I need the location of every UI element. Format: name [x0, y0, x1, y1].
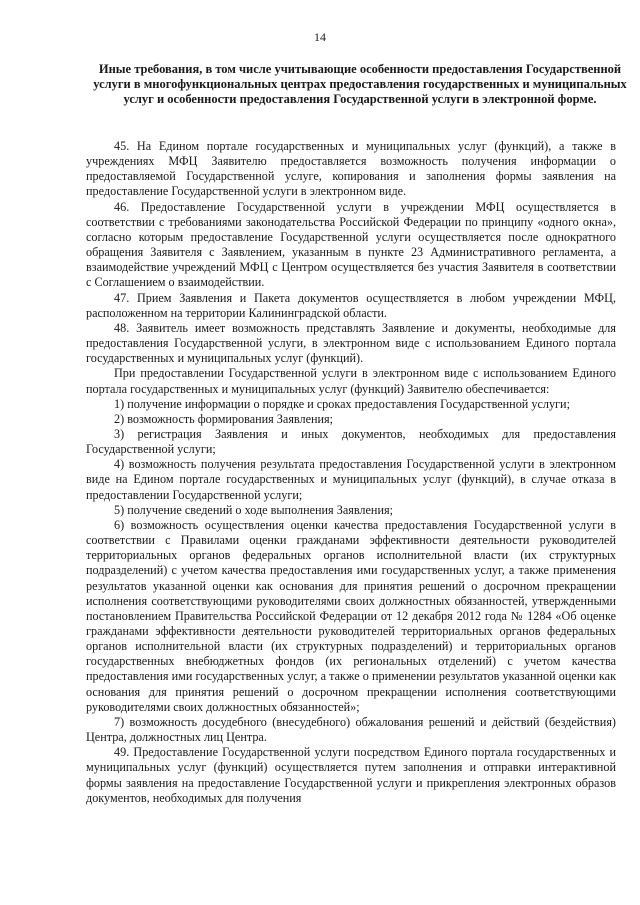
paragraph-46: 46. Предоставление Государственной услуги в учреждении МФЦ осуществляется в соответствии с требованиями законодательства Российской Федерации по принципу «одного окна», согласно которым предоставление Государственной услуги осуществляется после однократного обращения Заявителя с Заявлением, указанным в пункте 23 Административного регламента, а взаимодействие учреждений МФЦ с Центром осуществляется без участия Заявителя в соответствии с Соглашением о взаимодействии.	[86, 199, 616, 290]
list-item-4: 4) возможность получения результата предоставления Государственной услуги в электронном виде на Едином портале государственных и муниципальных услуг (функций), в случае отказа в предоставлении Государственной услуги;	[86, 457, 616, 502]
paragraph-47: 47. Прием Заявления и Пакета документов осуществляется в любом учреждении МФЦ, расположенном на территории Калининградской области.	[86, 290, 616, 320]
list-item-2: 2) возможность формирования Заявления;	[114, 411, 334, 426]
section-heading: Иные требования, в том числе учитывающие особенности предоставления Государственной услуги в многофункциональных центрах предоставления государственных и муниципальных услуг и особенности предоставления Государственной услуги в электронной форме.	[93, 62, 627, 106]
paragraph-48: 48. Заявитель имеет возможность представлять Заявление и документы, необходимые для предоставления Государственной услуги, в электронном виде с использованием Единого портала государственных и муниципальных услуг (функций).	[86, 320, 616, 366]
paragraph-45: 45. На Едином портале государственных и муниципальных услуг (функций), а также в учреждениях МФЦ Заявителю предоставляется возможность получения информации о предоставляемой Государственной услуге, копирования и заполнения формы заявления на предоставление Государственной услуги в электронном виде.	[86, 139, 616, 199]
list-item-1: 1) получение информации о порядке и сроках предоставления Государственной услуги;	[114, 396, 570, 411]
list-item-5: 5) получение сведений о ходе выполнения Заявления;	[114, 502, 393, 517]
page-number: 14	[314, 30, 326, 44]
paragraph-49: 49. Предоставление Государственной услуги посредством Единого портала государственных и муниципальных услуг (функций) осуществляется путем заполнения и отправки интерактивной формы заявления на предоставление Государственной услуги и прикрепления электронных образов документов, необходимых для получения	[86, 745, 616, 805]
list-item-6: 6) возможность осуществления оценки качества предоставления Государственной услуги в соответствии с Правилами оценки гражданами эффективности деятельности руководителей территориальных органов федеральных органов исполнительной власти (их структурных подразделений) с учетом качества предоставления ими государственных услуг, а также применения результатов указанной оценки как основания для принятия решений о досрочном прекращении исполнения соответствующими руководителями своих должностных обязанностей, утвержденными постановлением Правительства Российской Федерации от 12 декабря 2012 года № 1284 «Об оценке гражданами эффективности деятельности руководителей территориальных органов федеральных органов исполнительной власти (их структурных подразделений) и территориальных органов государственных внебюджетных фондов (их региональных отделений) с учетом качества предоставления ими государственных услуг, а также о применении результатов указанной оценки как основания для принятия решений о досрочном прекращении исполнения соответствующими руководителями своих должностных обязанностей»;	[86, 517, 616, 714]
paragraph-electronic-intro: При предоставлении Государственной услуги в электронном виде с использованием Единого портала государственных и муниципальных услуг (функций) Заявителю обеспечивается:	[86, 366, 616, 396]
body-text	[86, 139, 616, 806]
list-item-7: 7) возможность досудебного (внесудебного) обжалования решений и действий (бездействия) Центра, должностных лиц Центра.	[86, 714, 616, 745]
list-item-3: 3) регистрация Заявления и иных документов, необходимых для предоставления Государственной услуги;	[86, 426, 616, 457]
